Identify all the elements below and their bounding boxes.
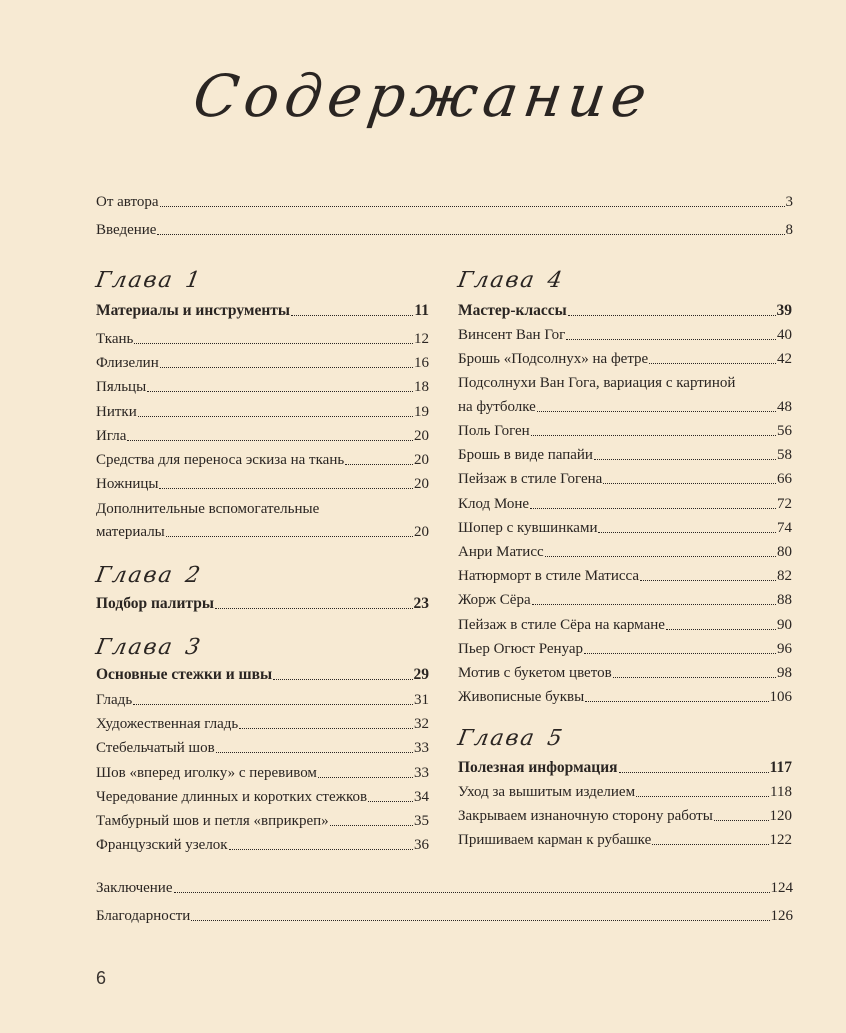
toc-entry-label: Художественная гладь bbox=[96, 716, 239, 733]
toc-entry-page: 56 bbox=[777, 423, 792, 439]
chapter-number: 1 bbox=[183, 268, 204, 293]
page-title: Содержание bbox=[189, 62, 657, 130]
toc-entry-page: 20 bbox=[414, 476, 429, 493]
toc-entry-page: 11 bbox=[414, 302, 429, 319]
toc-entry-label: Поль Гоген bbox=[458, 423, 530, 439]
chapter-number: 3 bbox=[183, 635, 204, 660]
toc-entry[interactable] bbox=[458, 807, 792, 825]
toc-entry-label: Брошь «Подсолнух» на фетре bbox=[458, 351, 649, 367]
toc-entry[interactable] bbox=[96, 691, 429, 709]
toc-entry[interactable] bbox=[96, 451, 429, 469]
toc-entry[interactable] bbox=[96, 330, 429, 348]
toc-entry[interactable] bbox=[458, 567, 792, 585]
dot-leader bbox=[330, 824, 413, 826]
toc-entry-label: Уход за вышитым изделием bbox=[458, 784, 636, 800]
toc-entry-label: Мастер-классы bbox=[458, 302, 567, 319]
chapter-number: 4 bbox=[545, 268, 566, 293]
toc-entry-page: 18 bbox=[414, 379, 429, 396]
toc-entry-page: 124 bbox=[770, 880, 793, 896]
toc-entry[interactable] bbox=[458, 616, 792, 634]
chapter-word: Глава bbox=[93, 563, 176, 588]
toc-entry-label: Анри Матисс bbox=[458, 544, 544, 560]
toc-entry-label: Шопер с кувшинками bbox=[458, 519, 598, 536]
toc-entry-label: Винсент Ван Гог bbox=[458, 327, 566, 343]
toc-entry-label: материалы bbox=[96, 524, 165, 540]
toc-entry-label: Средства для переноса эскиза на ткань bbox=[96, 452, 345, 468]
toc-entry-label: Шов «вперед иголку» с перевивом bbox=[96, 764, 317, 781]
toc-entry-label: Стебельчатый шов bbox=[96, 740, 215, 757]
toc-entry-page: 122 bbox=[769, 832, 792, 848]
dot-leader bbox=[239, 727, 413, 729]
toc-entry-materials[interactable] bbox=[96, 523, 429, 541]
toc-entry-label: на футболке bbox=[458, 399, 536, 415]
toc-entry-page: 90 bbox=[777, 616, 792, 633]
dot-leader bbox=[584, 652, 776, 654]
toc-chapter-3-title[interactable] bbox=[96, 666, 429, 684]
toc-entry-label: Полезная информация bbox=[458, 759, 618, 776]
dot-leader bbox=[613, 676, 776, 678]
toc-entry[interactable] bbox=[96, 403, 429, 421]
toc-entry-label: Ткань bbox=[96, 331, 134, 347]
toc-entry[interactable] bbox=[96, 739, 429, 757]
toc-entry-page: 88 bbox=[777, 592, 792, 609]
dot-leader bbox=[368, 800, 413, 802]
toc-entry-page: 82 bbox=[777, 568, 792, 585]
dot-leader bbox=[531, 434, 776, 436]
dot-leader bbox=[157, 233, 784, 235]
dot-leader bbox=[318, 776, 413, 778]
dot-leader bbox=[133, 703, 413, 705]
toc-entry-page: 118 bbox=[770, 784, 792, 800]
dot-leader bbox=[636, 795, 769, 797]
toc-entry-label: Тамбурный шов и петля «вприкреп» bbox=[96, 813, 329, 829]
toc-entry-label: Нитки bbox=[96, 403, 137, 420]
toc-entry[interactable] bbox=[96, 427, 429, 445]
toc-entry-page: 19 bbox=[414, 403, 429, 420]
toc-entry-page: 3 bbox=[785, 194, 793, 210]
toc-entry-label: От автора bbox=[96, 194, 159, 210]
toc-entry-label: Гладь bbox=[96, 692, 133, 708]
chapter-number: 2 bbox=[183, 563, 204, 588]
toc-entry-label: Флизелин bbox=[96, 355, 159, 372]
toc-entry-page: 39 bbox=[776, 302, 792, 319]
toc-entry-label: Живописные буквы bbox=[458, 689, 585, 706]
dot-leader bbox=[714, 819, 769, 821]
dot-leader bbox=[216, 751, 413, 753]
toc-entry-label: Французский узелок bbox=[96, 837, 228, 854]
toc-entry-label: Благодарности bbox=[96, 908, 191, 924]
toc-entry-page: 72 bbox=[777, 495, 792, 512]
toc-entry-thanks[interactable] bbox=[96, 907, 793, 925]
toc-entry-page: 12 bbox=[414, 331, 429, 347]
dot-leader bbox=[229, 848, 413, 850]
dot-leader bbox=[666, 628, 776, 630]
dot-leader bbox=[566, 338, 776, 340]
toc-entry[interactable] bbox=[96, 764, 429, 782]
dot-leader bbox=[619, 771, 769, 773]
toc-entry-page: 42 bbox=[777, 351, 792, 367]
toc-entry[interactable] bbox=[458, 350, 792, 368]
toc-entry[interactable] bbox=[96, 475, 429, 493]
toc-entry[interactable] bbox=[458, 664, 792, 682]
dot-leader bbox=[537, 410, 776, 412]
toc-entry[interactable] bbox=[458, 422, 792, 440]
dot-leader bbox=[138, 415, 413, 417]
dot-leader bbox=[147, 390, 413, 392]
toc-entry-label: Пьер Огюст Ренуар bbox=[458, 640, 584, 657]
toc-entry[interactable] bbox=[458, 519, 792, 537]
toc-entry[interactable] bbox=[458, 783, 792, 801]
chapter-1-heading bbox=[94, 268, 204, 293]
chapter-3-heading bbox=[94, 635, 204, 660]
toc-entry-page: 117 bbox=[769, 759, 792, 776]
toc-entry[interactable] bbox=[458, 326, 792, 344]
dot-leader bbox=[603, 482, 776, 484]
chapter-word: Глава bbox=[93, 635, 176, 660]
toc-entry-page: 16 bbox=[414, 355, 429, 372]
chapter-4-heading bbox=[456, 268, 566, 293]
toc-entry[interactable] bbox=[458, 591, 792, 609]
toc-entry-page: 98 bbox=[777, 665, 792, 681]
toc-entry-page: 96 bbox=[777, 640, 792, 657]
dot-leader bbox=[530, 507, 776, 509]
toc-entry-label: Клод Моне bbox=[458, 495, 530, 512]
toc-entry[interactable] bbox=[96, 378, 429, 396]
toc-entry-label: Основные стежки и швы bbox=[96, 666, 273, 683]
dot-leader bbox=[652, 843, 768, 845]
toc-entry-page: 36 bbox=[414, 837, 429, 854]
toc-entry-page: 20 bbox=[414, 524, 429, 540]
toc-entry-page: 32 bbox=[414, 716, 429, 733]
toc-entry-page: 66 bbox=[777, 471, 792, 488]
toc-entry-label: Подбор палитры bbox=[96, 595, 214, 612]
chapter-word: Глава bbox=[455, 268, 538, 293]
dot-leader bbox=[594, 458, 776, 460]
chapter-5-heading bbox=[456, 726, 566, 751]
dot-leader bbox=[598, 531, 776, 533]
dot-leader bbox=[127, 439, 413, 441]
dot-leader bbox=[291, 314, 413, 316]
toc-entry-label: Заключение bbox=[96, 880, 173, 896]
toc-entry-page: 33 bbox=[414, 740, 429, 757]
dot-leader bbox=[640, 579, 776, 581]
dot-leader bbox=[174, 891, 770, 893]
toc-entry-label: Чередование длинных и коротких стежков bbox=[96, 788, 368, 805]
toc-entry-page: 120 bbox=[769, 808, 792, 824]
toc-entry[interactable] bbox=[458, 470, 792, 488]
dot-leader bbox=[545, 555, 776, 557]
toc-entry-page: 126 bbox=[770, 908, 793, 924]
page-number: 6 bbox=[96, 968, 107, 988]
toc-entry-page: 8 bbox=[785, 222, 793, 238]
toc-entry-page: 23 bbox=[413, 595, 429, 612]
dot-leader bbox=[191, 919, 769, 921]
dot-leader bbox=[585, 700, 768, 702]
toc-entry[interactable] bbox=[458, 688, 792, 706]
toc-entry-label: Мотив с букетом цветов bbox=[458, 665, 612, 681]
toc-entry-sunflowers[interactable] bbox=[458, 398, 792, 416]
toc-entry[interactable] bbox=[458, 495, 792, 513]
toc-entry-page: 29 bbox=[413, 666, 429, 683]
toc-chapter-5-title[interactable] bbox=[458, 759, 792, 777]
toc-entry-label: Пяльцы bbox=[96, 379, 147, 396]
toc-entry-conclusion[interactable] bbox=[96, 879, 793, 897]
toc-entry-label: Закрываем изнаночную сторону работы bbox=[458, 808, 713, 824]
toc-entry-label: Пришиваем карман к рубашке bbox=[458, 832, 652, 848]
dot-leader bbox=[166, 535, 413, 537]
toc-entry-page: 31 bbox=[414, 692, 429, 708]
toc-entry-page: 35 bbox=[414, 813, 429, 829]
toc-entry[interactable] bbox=[96, 715, 429, 733]
toc-entry-label: Материалы и инструменты bbox=[96, 302, 290, 319]
toc-entry-page: 58 bbox=[777, 447, 792, 464]
toc-entry[interactable] bbox=[96, 812, 429, 830]
dot-leader bbox=[160, 366, 413, 368]
toc-chapter-2-title[interactable] bbox=[96, 595, 429, 613]
toc-entry-label: Брошь в виде папайи bbox=[458, 447, 593, 464]
toc-entry-label: Жорж Сёра bbox=[458, 592, 531, 609]
chapter-word: Глава bbox=[93, 268, 176, 293]
toc-entry-page: 74 bbox=[777, 519, 792, 536]
toc-entry[interactable] bbox=[458, 640, 792, 658]
dot-leader bbox=[215, 607, 413, 609]
toc-entry-label: Пейзаж в стиле Сёра на кармане bbox=[458, 616, 665, 633]
toc-entry[interactable] bbox=[458, 446, 792, 464]
chapter-2-heading bbox=[94, 563, 204, 588]
dot-leader bbox=[273, 678, 412, 680]
toc-entry-label-line1: Подсолнухи Ван Гога, вариация с картиной bbox=[458, 375, 736, 391]
dot-leader bbox=[159, 487, 413, 489]
toc-entry-author[interactable] bbox=[96, 193, 793, 211]
dot-leader bbox=[532, 603, 776, 605]
toc-chapter-4-title[interactable] bbox=[458, 302, 792, 320]
dot-leader bbox=[134, 342, 413, 344]
toc-entry-page: 48 bbox=[777, 399, 792, 415]
toc-chapter-1-title[interactable] bbox=[96, 302, 429, 320]
toc-entry-page: 40 bbox=[777, 327, 792, 343]
chapter-number: 5 bbox=[545, 726, 566, 751]
toc-entry-page: 106 bbox=[769, 689, 792, 706]
toc-entry-label: Ножницы bbox=[96, 476, 159, 493]
toc-entry-page: 80 bbox=[777, 544, 792, 560]
toc-entry-label: Пейзаж в стиле Гогена bbox=[458, 471, 603, 488]
toc-entry[interactable] bbox=[458, 543, 792, 561]
toc-entry-label-line1: Дополнительные вспомогательные bbox=[96, 501, 320, 517]
toc-entry-label: Натюрморт в стиле Матисса bbox=[458, 568, 640, 585]
toc-entry[interactable] bbox=[458, 831, 792, 849]
toc-entry-label: Введение bbox=[96, 222, 157, 238]
toc-entry-page: 34 bbox=[414, 788, 429, 805]
dot-leader bbox=[160, 205, 785, 207]
toc-entry-page: 20 bbox=[414, 427, 429, 444]
toc-entry[interactable] bbox=[96, 354, 429, 372]
toc-entry-page: 33 bbox=[414, 764, 429, 781]
dot-leader bbox=[345, 463, 413, 465]
toc-entry-label: Игла bbox=[96, 427, 127, 444]
toc-entry-intro[interactable] bbox=[96, 221, 793, 239]
chapter-word: Глава bbox=[455, 726, 538, 751]
dot-leader bbox=[649, 362, 776, 364]
toc-entry[interactable] bbox=[96, 788, 429, 806]
toc-entry-page: 20 bbox=[414, 452, 429, 468]
dot-leader bbox=[568, 314, 776, 316]
toc-entry[interactable] bbox=[96, 836, 429, 854]
